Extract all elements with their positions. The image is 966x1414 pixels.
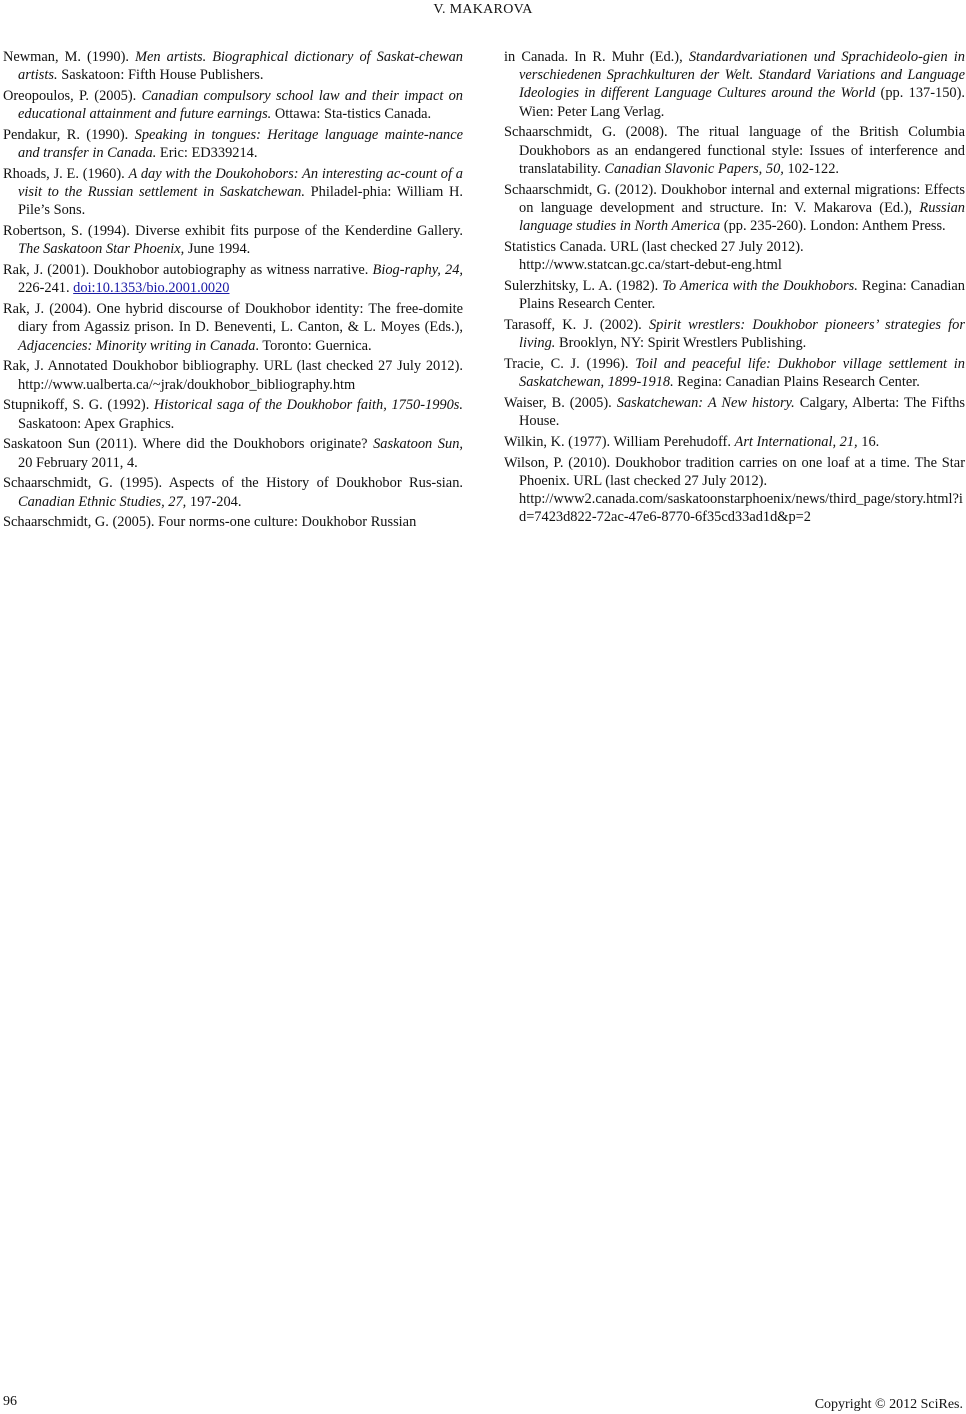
reference-text: Schaarschmidt, G. (1995). Aspects of the History of Doukhobor Rus-sian.: [3, 475, 463, 492]
reference-text: 102-122.: [783, 160, 840, 177]
reference-text: June 1994.: [184, 241, 251, 258]
reference-text: Tarasoff, K. J. (2002).: [504, 316, 649, 333]
reference-entry: [3, 435, 463, 471]
reference-text: Sulerzhitsky, L. A. (1982).: [504, 277, 663, 294]
page-number: 96: [3, 1394, 17, 1409]
reference-entry: [504, 394, 965, 430]
reference-text: Robertson, S. (1994). Diverse exhibit fits purpose of the Kenderdine Gallery.: [3, 223, 463, 240]
reference-text: Rak, J. (2004). One hybrid discourse of Doukhobor identity: The free-domite diary from Agassiz prison. In D. Beneventi, L. Canton, & L. Moyes (Eds.),: [3, 301, 463, 336]
reference-entry: [3, 87, 463, 123]
reference-italic-title: To America with the Doukhobors.: [662, 277, 858, 294]
reference-text: 226-241.: [18, 280, 74, 297]
reference-text: (pp. 235-260). London: Anthem Press.: [720, 218, 946, 235]
reference-italic-title: Art International, 21,: [734, 433, 858, 450]
reference-entry: [504, 48, 965, 121]
reference-italic-title: Men artists. Biographical dictionary of Saskat-chewan artists.: [18, 49, 463, 84]
reference-text: Brooklyn, NY: Spirit Wrestlers Publishing.: [555, 335, 807, 352]
reference-entry: [504, 316, 965, 352]
reference-entry: [504, 181, 965, 236]
reference-text: Saskatoon Sun (2011). Where did the Doukhobors originate?: [3, 436, 374, 453]
reference-italic-title: Saskatoon Sun,: [373, 436, 463, 453]
reference-entry: [504, 433, 965, 451]
reference-text: Rak, J. (2001). Doukhobor autobiography as witness narrative.: [3, 262, 373, 279]
reference-text: Wilson, P. (2010). Doukhobor tradition carries on one loaf at a time. The Star Phoenix. URL (last checked 27 July 2012).: [504, 454, 965, 489]
reference-entry: [504, 454, 965, 527]
references-left-column: [3, 48, 463, 534]
reference-text: Wilkin, K. (1977). William Perehudoff.: [504, 433, 735, 450]
reference-italic-title: The Saskatoon Star Phoenix,: [18, 241, 185, 258]
reference-entry: [3, 165, 463, 220]
reference-text: Schaarschmidt, G. (2005). Four norms-one culture: Doukhobor Russian: [3, 514, 417, 531]
reference-text: Schaarschmidt, G. (2012). Doukhobor internal and external migrations: Effects on language development and structure. In: V. Makarova (Ed.),: [504, 181, 965, 216]
reference-entry: [3, 300, 463, 355]
reference-entry: [3, 126, 463, 162]
reference-text: . Toronto: Guernica.: [255, 337, 372, 354]
reference-text: (pp. 137-150). Wien: Peter Lang Verlag.: [519, 85, 965, 120]
reference-entry: [3, 474, 463, 510]
reference-entry: [3, 513, 463, 531]
reference-italic-title: Canadian Slavonic Papers, 50,: [604, 160, 784, 177]
reference-italic-title: Adjacencies: Minority writing in Canada: [18, 337, 256, 354]
reference-text: Pendakur, R. (1990).: [3, 127, 135, 143]
reference-text: Saskatoon: Apex Graphics.: [18, 415, 175, 432]
reference-entry: [504, 277, 965, 313]
reference-text: Stupnikoff, S. G. (1992).: [3, 397, 154, 414]
reference-entry: [504, 355, 965, 391]
reference-entry: [3, 357, 463, 393]
reference-entry: [3, 48, 463, 84]
reference-entry: [3, 396, 463, 432]
reference-italic-title: A day with the Doukohobors: An interesting ac-count of a visit to the Russian settlement in Saskatchewan.: [18, 166, 463, 201]
reference-text: Regina: Canadian Plains Research Center.: [519, 277, 965, 313]
reference-text: Regina: Canadian Plains Research Center.: [673, 374, 920, 391]
reference-italic-title: Saskatchewan: A New history.: [616, 394, 795, 411]
reference-url: http://www.statcan.gc.ca/start-debut-eng.html: [519, 257, 782, 274]
doi-link[interactable]: doi:10.1353/bio.2001.0020: [73, 280, 230, 297]
reference-italic-title: Spirit wrestlers: Doukhobor pioneers’ strategies for living.: [519, 316, 965, 352]
running-head: V. MAKAROVA: [433, 2, 533, 17]
reference-url: http://www2.canada.com/saskatoonstarphoenix/news/third_page/story.html?id=7423d822-72ac-47e6-8770-6f35cd33ad1d&p=2: [519, 491, 963, 526]
reference-italic-title: Toil and peaceful life: Dukhobor village settlement in Saskatchewan, 1899-1918.: [519, 355, 965, 391]
reference-entry: [504, 123, 965, 178]
reference-text: Rak, J. Annotated Doukhobor bibliography. URL (last checked 27 July 2012). http://www.ualberta.ca/~jrak/doukhobor_bibliography.htm: [3, 358, 463, 393]
reference-text: Statistics Canada. URL (last checked 27 July 2012).: [504, 238, 804, 255]
reference-text: Calgary, Alberta: The Fifths House.: [519, 394, 965, 430]
reference-italic-title: Biog-raphy, 24,: [372, 262, 463, 279]
reference-text: Ottawa: Sta-tistics Canada.: [271, 106, 432, 123]
reference-text: 16.: [857, 433, 880, 450]
reference-text: Rhoads, J. E. (1960).: [3, 166, 129, 182]
copyright-notice: Copyright © 2012 SciRes.: [814, 1397, 963, 1412]
reference-entry: [3, 222, 463, 258]
reference-italic-title: Speaking in tongues: Heritage language mainte-nance and transfer in Canada.: [18, 127, 463, 162]
reference-text: in Canada. In R. Muhr (Ed.),: [504, 49, 689, 65]
reference-text: 197-204.: [186, 493, 242, 510]
reference-text: Philadel-phia: William H. Pile’s Sons.: [18, 184, 463, 219]
reference-text: Waiser, B. (2005).: [504, 394, 617, 411]
references-right-column: [504, 48, 965, 529]
reference-text: Tracie, C. J. (1996).: [504, 355, 636, 372]
reference-text: Eric: ED339214.: [156, 145, 258, 162]
reference-italic-title: Historical saga of the Doukhobor faith, 1750-1990s.: [153, 397, 463, 414]
reference-text: Newman, M. (1990).: [3, 49, 136, 65]
reference-entry: [504, 238, 965, 274]
reference-text: Schaarschmidt, G. (2008). The ritual language of the British Columbia Doukhobors as an endangered functional style: Issues of interference and translatability.: [504, 124, 965, 177]
reference-italic-title: Canadian compulsory school law and their impact on educational attainment and future earnings.: [18, 88, 463, 123]
reference-text: Saskatoon: Fifth House Publishers.: [57, 67, 264, 84]
reference-italic-title: Canadian Ethnic Studies, 27,: [18, 493, 187, 510]
reference-text: Oreopoulos, P. (2005).: [3, 88, 142, 104]
reference-text: 20 February 2011, 4.: [18, 454, 138, 471]
reference-italic-title: Russian language studies in North America: [519, 199, 965, 235]
reference-entry: [3, 261, 463, 297]
reference-italic-title: Standardvariationen und Sprachideolo-gien in verschiedenen Sprachkulturen der Welt. Standard Variations and Language Ideologies in different Language Cultures around the World: [519, 49, 965, 102]
